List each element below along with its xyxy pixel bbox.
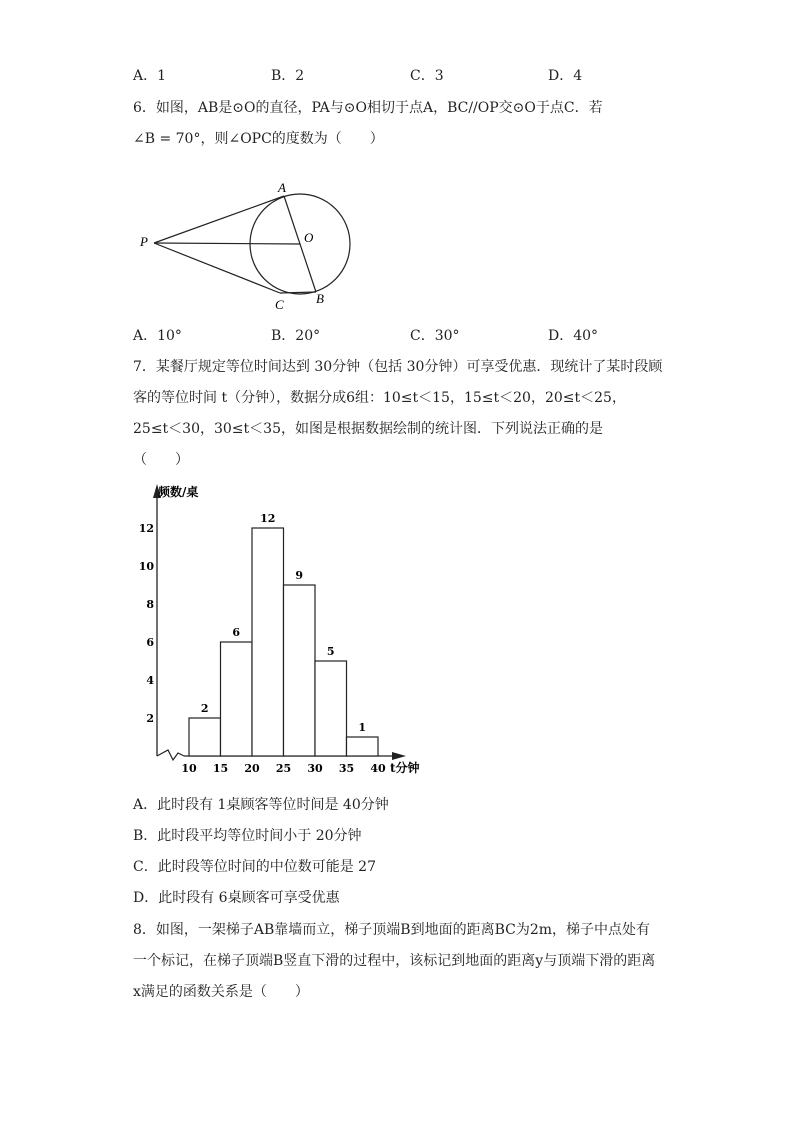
line-po (154, 243, 300, 244)
bar-data-label: 9 (295, 569, 304, 582)
x-tick-label: 35 (338, 762, 355, 775)
label-b: B (316, 291, 324, 306)
bar-data-label: 12 (260, 512, 276, 525)
q7-option-c: C．此时段等位时间的中位数可能是 27 (133, 859, 376, 875)
x-axis-break (157, 750, 184, 760)
label-o: O (304, 230, 314, 245)
q7-text-line1: 7．某餐厅规定等位时间达到 30分钟（包括 30分钟）可享受优惠．现统计了某时段顾 (133, 359, 663, 375)
x-tick-label: 40 (370, 762, 386, 775)
histogram-bar (221, 642, 253, 756)
x-tick-label: 15 (212, 762, 229, 775)
histogram-bar (189, 718, 221, 756)
tangent-pa (154, 196, 284, 243)
label-c: C (275, 297, 284, 312)
q8-text-line1: 8．如图，一架梯子AB靠墙而立，梯子顶端B到地面的距离BC为2m，梯子中点处有 (133, 922, 651, 938)
q7-option-a: A．此时段有 1桌顾客等位时间是 40分钟 (133, 797, 389, 813)
q6-option-b: B．20° (271, 328, 321, 344)
y-tick-label: 2 (146, 712, 154, 725)
q6-option-a: A．10° (133, 328, 182, 344)
histogram-bar (252, 528, 284, 756)
y-tick-label: 6 (146, 636, 154, 649)
histogram-bar (347, 737, 379, 756)
q8-text-line3: x满足的函数关系是（ ） (133, 984, 309, 1000)
bar-data-label: 5 (326, 645, 335, 658)
q7-option-b: B．此时段平均等位时间小于 20分钟 (133, 828, 362, 844)
y-axis-label: 频数/桌 (158, 485, 199, 499)
histogram-bars (189, 528, 378, 756)
q7-option-d: D．此时段有 6桌顾客可享受优惠 (133, 890, 340, 906)
x-axis-arrow (392, 752, 406, 760)
q5-option-d: D．4 (548, 68, 583, 84)
q5-option-b: B．2 (271, 68, 305, 84)
q7-text-line3: 25≤t＜30，30≤t＜35，如图是根据数据绘制的统计图．下列说法正确的是 (133, 421, 603, 437)
q6-text-line2: ∠B = 70°，则∠OPC的度数为（ ） (133, 131, 384, 147)
q7-histogram (140, 478, 430, 778)
q7-text-line2: 客的等位时间 t（分钟），数据分成6组：10≤t＜15，15≤t＜20，20≤t＜25， (133, 390, 626, 406)
q5-option-a: A．1 (133, 68, 167, 84)
y-tick-label: 10 (138, 560, 154, 573)
q6-option-c: C．30° (410, 328, 460, 344)
x-tick-label: 30 (307, 762, 323, 775)
q8-text-line2: 一个标记，在梯子顶端B竖直下滑的过程中，该标记到地面的距离y与顶端下滑的距离 (133, 953, 656, 969)
bar-data-label: 2 (200, 702, 209, 715)
x-tick-label: 20 (244, 762, 260, 775)
x-tick-label: 25 (275, 762, 292, 775)
q6-text-line1: 6．如图，AB是⊙O的直径，PA与⊙O相切于点A，BC//OP交⊙O于点C．若 (133, 100, 603, 116)
label-a: A (278, 180, 286, 195)
bar-data-label: 6 (232, 626, 241, 639)
q5-option-c: C．3 (410, 68, 444, 84)
line-pc (154, 243, 280, 293)
bar-data-label: 1 (358, 721, 367, 734)
x-tick-label: 10 (181, 762, 197, 775)
q7-text-line4: （ ） (133, 452, 189, 468)
q6-circle-figure (130, 175, 370, 315)
histogram-bar (315, 661, 347, 756)
q6-option-d: D．40° (548, 328, 599, 344)
x-axis-label: t分钟 (390, 761, 420, 775)
y-tick-label: 4 (146, 674, 154, 687)
histogram-bar (284, 585, 316, 756)
label-p: P (140, 234, 148, 249)
y-tick-label: 8 (146, 598, 154, 611)
y-tick-label: 12 (138, 522, 154, 535)
